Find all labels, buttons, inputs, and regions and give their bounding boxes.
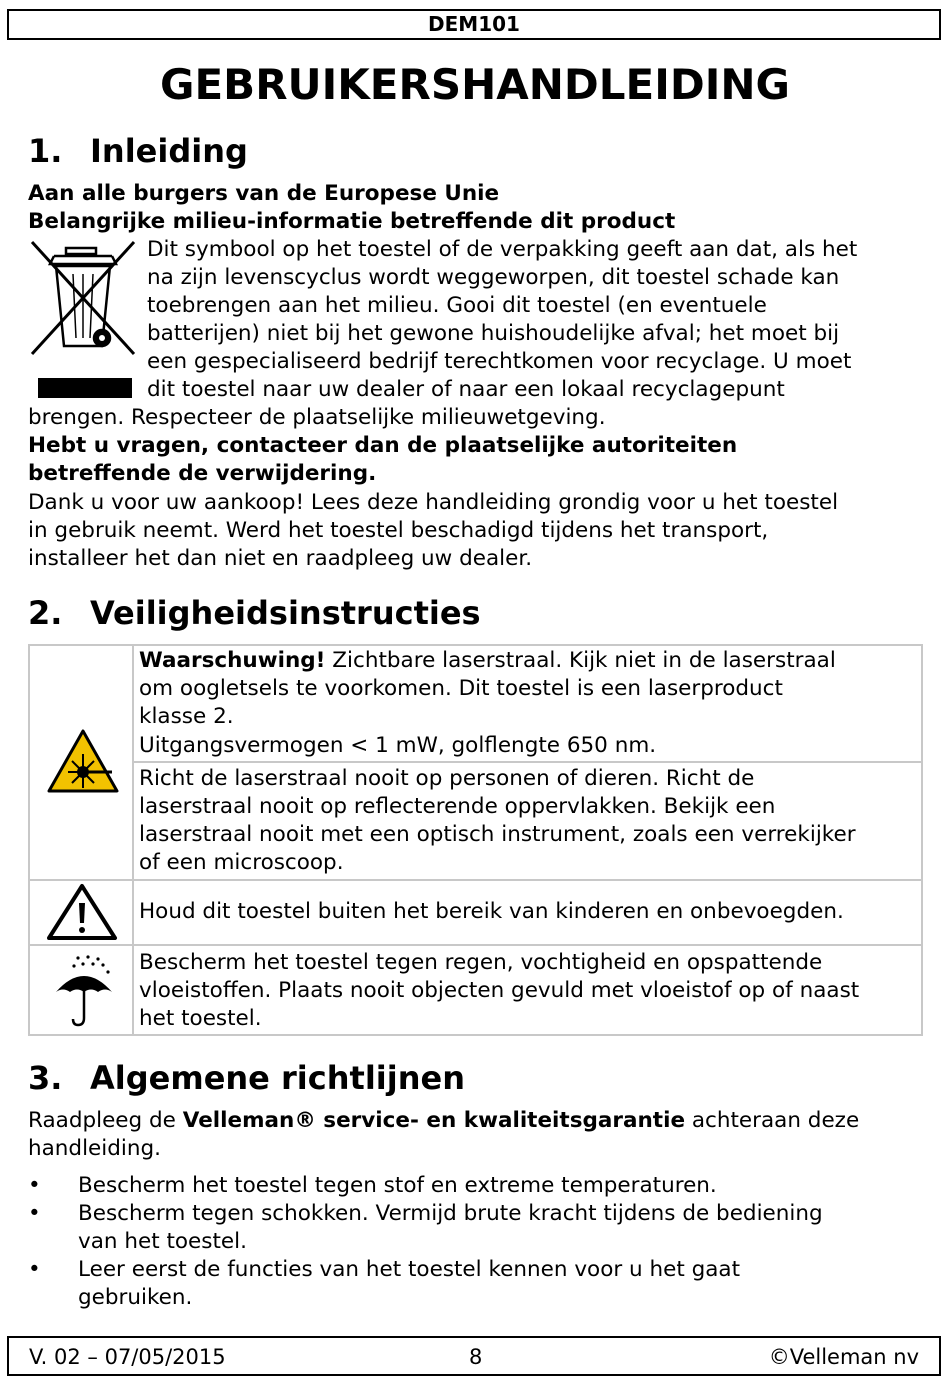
bullet-text: Bescherm het toestel tegen stof en extreme temperaturen. [78,1173,717,1198]
model-number: DEM101 [428,12,520,36]
disposal-question-line: Hebt u vragen, contacteer dan de plaatselijke autoriteiten [28,433,738,458]
children-warning-text: Houd dit toestel buiten het bereik van kinderen en onbevoegden. [139,899,844,924]
weee-text-line: toebrengen aan het milieu. Gooi dit toestel (en eventuele [147,293,767,318]
disposal-question-line: betreffende de verwijdering. [28,461,377,486]
section-3-heading [28,1058,465,1098]
laser-warning-line [139,647,836,675]
section-number: 3. [28,1059,63,1097]
rain-warning-line: het toestel. [139,1006,262,1031]
weee-text-line: Dit symbool op het toestel of de verpakking geeft aan dat, als het [147,237,858,262]
section-title: Veiligheidsinstructies [90,594,481,632]
warranty-reference: Velleman® service- en kwaliteitsgarantie [182,1108,686,1133]
intro-bold-line: Aan alle burgers van de Europese Unie [28,181,500,206]
general-intro-line [28,1107,859,1135]
footer-version: V. 02 – 07/05/2015 [29,1345,226,1369]
crossed-bin-icon [28,238,138,404]
thanks-text-line: in gebruik neemt. Werd het toestel beschadigd tijdens het transport, [28,518,769,543]
rain-warning-line: Bescherm het toestel tegen regen, vochtigheid en opspattende [139,950,823,975]
section-1-heading [28,131,248,171]
laser-aim-line: Richt de laserstraal nooit op personen of dieren. Richt de [139,766,755,791]
bullet-text: gebruiken. [78,1285,193,1310]
warning-text: Zichtbare laserstraal. Kijk niet in de laserstraal [325,648,836,673]
footer-page-number: 8 [469,1345,483,1369]
intro-bold-line: Belangrijke milieu-informatie betreffende dit product [28,209,676,234]
exclamation-warning-icon [46,883,118,941]
rain-warning-line: vloeistoffen. Plaats nooit objecten gevuld met vloeistof op of naast [139,978,860,1003]
bullet-text: Bescherm tegen schokken. Vermijd brute kracht tijdens de bediening [78,1201,823,1226]
general-intro-post: achteraan deze [685,1108,860,1133]
weee-text-line: brengen. Respecteer de plaatselijke milieuwetgeving. [28,405,606,430]
umbrella-rain-icon [52,954,116,1028]
laser-warning-icon [46,728,120,794]
laser-warning-line: om oogletsels te voorkomen. Dit toestel is een laserproduct [139,676,783,701]
laser-warning-line: klasse 2. [139,704,234,729]
footer-copyright: ©Velleman nv [768,1345,919,1369]
laser-aim-line: of een microscoop. [139,850,344,875]
header-model-box [7,9,941,40]
section-title: Inleiding [90,132,248,170]
section-number: 1. [28,132,63,170]
section-number: 2. [28,594,63,632]
warning-label: Waarschuwing! [139,648,326,673]
document-title: GEBRUIKERSHANDLEIDING [160,60,790,109]
laser-aim-line: laserstraal nooit met een optisch instrument, zoals een verrekijker [139,822,856,847]
bullet-text: Leer eerst de functies van het toestel kennen voor u het gaat [78,1257,741,1282]
section-2-heading [28,593,481,633]
bullet-marker: • [28,1201,41,1226]
bullet-text: van het toestel. [78,1229,247,1254]
weee-text-line: batterijen) niet bij het gewone huishoudelijke afval; het moet bij [147,321,840,346]
section-title: Algemene richtlijnen [90,1059,465,1097]
thanks-text-line: installeer het dan niet en raadpleeg uw dealer. [28,546,533,571]
laser-aim-line: laserstraal nooit op reflecterende oppervlakken. Bekijk een [139,794,776,819]
weee-text-line: een gespecialiseerd bedrijf terechtkomen voor recyclage. U moet [147,349,852,374]
weee-text-line: dit toestel naar uw dealer of naar een lokaal recyclagepunt [147,377,785,402]
weee-text-line: na zijn levenscyclus wordt weggeworpen, dit toestel schade kan [147,265,840,290]
general-intro-line: handleiding. [28,1136,161,1161]
general-intro-pre: Raadpleeg de [28,1108,183,1133]
bullet-marker: • [28,1257,41,1282]
bullet-marker: • [28,1173,41,1198]
footer [7,1336,941,1376]
laser-output-line: Uitgangsvermogen < 1 mW, golflengte 650 nm. [139,733,657,758]
thanks-text-line: Dank u voor uw aankoop! Lees deze handleiding grondig voor u het toestel [28,490,839,515]
